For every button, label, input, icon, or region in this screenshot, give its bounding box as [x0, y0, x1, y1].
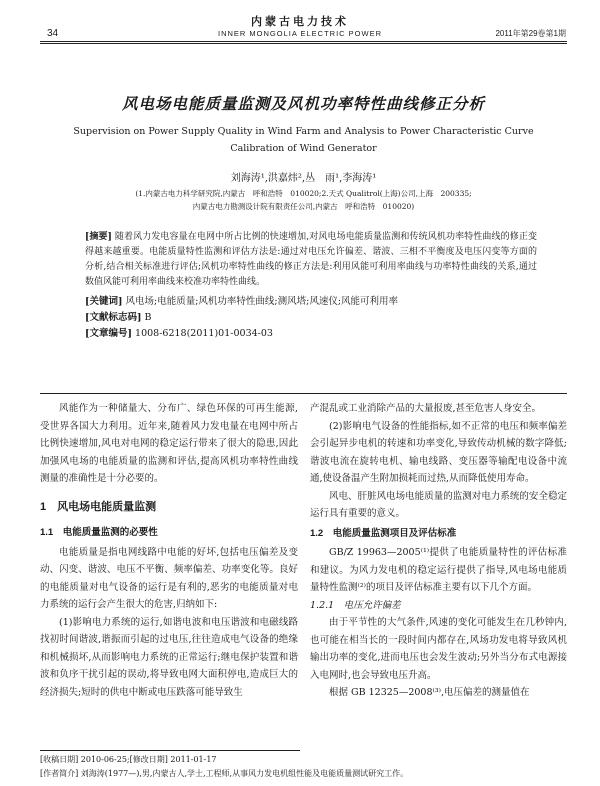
body-paragraph: 根据 GB 12325—2008⁽³⁾,电压偏差的测量值在 [329, 687, 530, 698]
doc-code-value: B [144, 312, 152, 323]
article-number-label: [文章编号] [85, 328, 132, 339]
header-rule [40, 41, 567, 42]
doc-code [85, 310, 537, 326]
body-paragraph: (1)影响电力系统的运行,如谐电波和电压谐波和电磁线路找初时间谐波,谐振而引起的过电压,往往造成电气设备的绝缘和机械损坏,从而影响电力系统的正常运行;继电保护装置和谐波和负序干扰引起的误动,将导致电网大面积停电,造成巨大的经济损失;短时的供电中断或电压跌落可能导致生 [40, 616, 298, 698]
affiliation-line: 内蒙古电力勘测设计院有限责任公司,内蒙古 呼和浩特 010020) [192, 202, 415, 211]
journal-title-cn: 内蒙古电力技术 [251, 15, 349, 28]
abstract-rule [40, 393, 567, 394]
subsection-heading: 1.2 电能质量监测项目及评估标准 [310, 527, 457, 539]
section-heading: 1 风电场电能质量监测 [40, 500, 157, 513]
affiliation-line: (1.内蒙古电力科学研究院,内蒙古 呼和浩特 010020;2.天式 Qualitrol(上海)公司,上海 200335; [135, 189, 472, 198]
article-number-value: 1008-6218(2011)01-0034-03 [135, 328, 273, 339]
keywords-text: 风电场;电能质量;风机功率特性曲线;测风塔;风速仪;风能可利用率 [125, 296, 399, 307]
abstract-text: 随着风力发电容量在电网中所占比例的快速增加,对风电场电能质量监测和传统风机功率特性曲线的修正变得越来越重要。电能质量特性监测和评估方法是:通过对电压允许偏差、谐波、三相不平衡度及电压闪变等方面的分析,结合相关标准进行评估;风机功率特性曲线的修正方法是:利用风能可利用率曲线与功率特性曲线的关系,通过数值风能可利用率曲线来校准功率特性曲线。 [85, 232, 537, 287]
subsubsection-heading: 1.2.1 电压允许偏差 [310, 599, 401, 611]
header-rule-thin [40, 43, 567, 44]
issue-info: 2011年第29卷第1期 [495, 29, 566, 38]
keywords-label: [关键词] [85, 296, 123, 307]
author-bio: [作者简介] 刘海涛(1977—),男,内蒙古人,学士,工程师,从事风力发电机组性能及电能质量测试研究工作。 [40, 769, 409, 778]
received-date: [收稿日期] 2010-06-25;[修改日期] 2011-01-17 [40, 755, 217, 764]
right-column [310, 400, 567, 702]
authors: 刘海涛¹,洪嘉炜²,丛 雨¹,李海涛¹ [230, 173, 377, 184]
page-number: 34 [47, 28, 59, 39]
abstract [85, 230, 537, 290]
journal-title-en: INNER MONGOLIA ELECTRIC POWER [217, 29, 383, 38]
keywords [85, 294, 537, 310]
article-number [85, 326, 537, 342]
left-column [40, 400, 298, 701]
abstract-block [85, 230, 537, 342]
footnote-rule [40, 750, 300, 751]
body-paragraph: 由于平节性的大气条件,风速的变化可能发生在几秒钟内,也可能在相当长的一段时间内都存在,风场功发电将导致风机输出功率的变化,进而电压也会发生波动;另外当分布式电源接入电网时,也会导致电压升高。 [310, 617, 567, 681]
article-title-cn: 风电场电能质量监测及风机功率特性曲线修正分析 [121, 94, 485, 113]
doc-code-label: [文献标志码] [85, 312, 142, 323]
body-paragraph: 产混乱或工业消除产品的大量报废,甚至危害人身安全。 [310, 403, 542, 414]
article-title-en: Supervision on Power Supply Quality in Wind Farm and Analysis to Power Characteristic Curve Calibration of Wind Generator [73, 126, 534, 154]
abstract-label: [摘要] [85, 232, 112, 242]
affiliations [40, 187, 567, 213]
intro-paragraph: 风能作为一种储量大、分布广、绿色环保的可再生能源,受世界各国大力利用。近年来,随着风力发电量在电网中所占比例快速增加,风电对电网的稳定运行带来了很大的隐患,因此加强风电场的电能质量的监测和评估,提高风机功率特性曲线测量的准确性是十分必要的。 [40, 403, 298, 484]
body-paragraph: 风电、肝脏风电场电能质量的监测对电力系统的安全稳定运行具有重要的意义。 [310, 490, 567, 519]
subsection-heading: 1.1 电能质量监测的必要性 [40, 527, 158, 538]
footnotes [40, 753, 567, 781]
body-paragraph: 电能质量是指电网线路中电能的好坏,包括电压偏差及变动、闪变、谐波、电压不平衡、频率偏差、功率变化等。良好的电能质量对电气设备的运行是有利的,恶劣的电能质量对电力系统的运行会产生很大的危害,归纳如下: [40, 546, 298, 610]
body-paragraph: GB/Z 19963—2005⁽¹⁾提供了电能质量特性的评估标准和建议。为风力发电机的稳定运行提供了指导,风电场电能质量特性监测⁽²⁾的项目及评估标准主要有以下几个方面。 [310, 547, 567, 593]
body-paragraph: (2)影响电气设备的性能指标,如不正常的电压和频率偏差会引起异步电机的转速和功率变化,导致传动机械的数字降低;谐波电流在旋转电机、输电线路、变压器等输配电设备中流通,使设备温产生附加损耗而过热,从而降低使用寿命。 [310, 420, 567, 484]
